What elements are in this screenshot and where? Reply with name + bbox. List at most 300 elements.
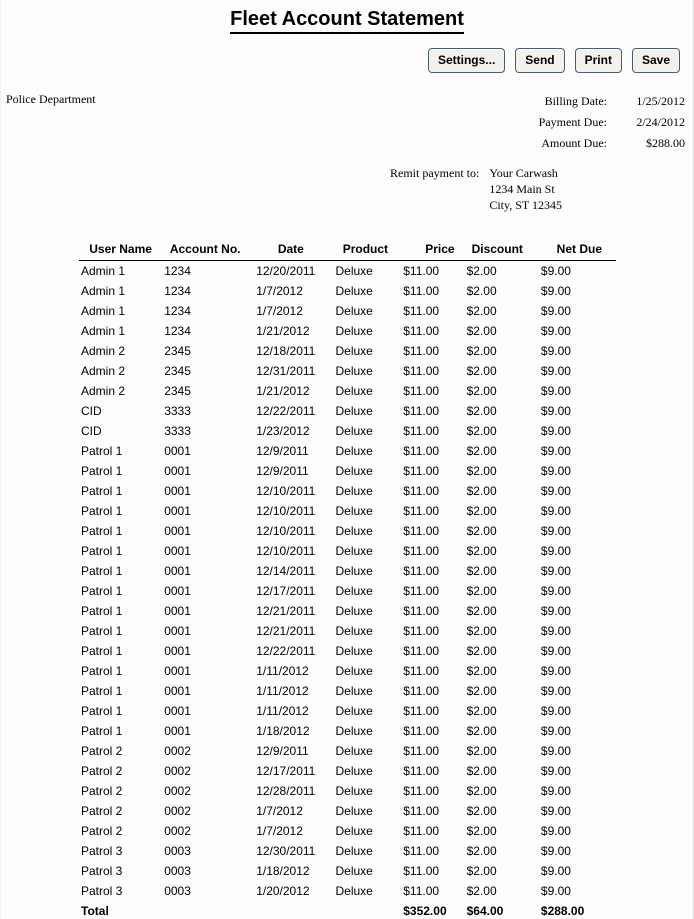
table-row[interactable]: [79, 521, 616, 541]
cell-date: 1/11/2012: [256, 684, 309, 698]
cell-net-due: $9.00: [540, 564, 571, 578]
total-cell-discount: $64.00: [466, 904, 504, 918]
table-row[interactable]: [79, 701, 616, 721]
column-header-user-name[interactable]: User Name: [79, 238, 160, 261]
cell-price: $11.00: [403, 304, 440, 318]
cell-user-name: Patrol 2: [81, 784, 123, 798]
billing-value: 2/24/2012: [636, 115, 685, 129]
cell-net-due: $9.00: [540, 344, 571, 358]
cell-account-no: 0001: [164, 704, 191, 718]
cell-discount: $2.00: [466, 464, 497, 478]
table-row[interactable]: [79, 381, 616, 401]
cell-account-no: 0003: [164, 844, 191, 858]
cell-account-no: 3333: [164, 424, 191, 438]
cell-account-no: 0001: [164, 464, 191, 478]
cell-price: $11.00: [403, 404, 440, 418]
cell-product: Deluxe: [335, 624, 373, 638]
cell-date: 12/22/2011: [256, 404, 316, 418]
table-row[interactable]: [79, 861, 616, 881]
cell-price: $11.00: [403, 424, 440, 438]
table-row[interactable]: [79, 641, 616, 661]
cell-net-due: $9.00: [540, 444, 571, 458]
cell-account-no: 3333: [164, 404, 191, 418]
cell-net-due: $9.00: [540, 384, 571, 398]
cell-account-no: 1234: [164, 264, 191, 278]
cell-user-name: Patrol 1: [81, 644, 123, 658]
cell-price: $11.00: [403, 344, 440, 358]
table-row[interactable]: [79, 781, 616, 801]
print-button[interactable]: Print: [575, 48, 622, 73]
cell-date: 1/18/2012: [256, 724, 310, 738]
cell-date: 12/28/2011: [256, 784, 316, 798]
cell-discount: $2.00: [466, 864, 497, 878]
cell-price: $11.00: [403, 664, 440, 678]
cell-user-name: Patrol 1: [81, 684, 123, 698]
cell-account-no: 1234: [164, 324, 191, 338]
cell-net-due: $9.00: [540, 784, 571, 798]
cell-net-due: $9.00: [540, 304, 571, 318]
table-row[interactable]: [79, 501, 616, 521]
cell-net-due: $9.00: [540, 864, 571, 878]
cell-account-no: 2345: [164, 344, 191, 358]
cell-price: $11.00: [403, 844, 440, 858]
cell-net-due: $9.00: [540, 604, 571, 618]
table-row[interactable]: [79, 821, 616, 841]
cell-net-due: $9.00: [540, 704, 571, 718]
cell-discount: $2.00: [466, 484, 497, 498]
cell-product: Deluxe: [335, 324, 373, 338]
cell-date: 12/21/2011: [256, 604, 316, 618]
column-header-discount[interactable]: Discount: [463, 238, 535, 261]
billing-value: $288.00: [646, 136, 685, 150]
cell-user-name: Admin 1: [81, 264, 126, 278]
cell-discount: $2.00: [466, 824, 497, 838]
cell-user-name: Patrol 1: [81, 544, 123, 558]
cell-price: $11.00: [403, 784, 440, 798]
column-header-price[interactable]: Price: [399, 238, 462, 261]
cell-price: $11.00: [403, 384, 440, 398]
cell-account-no: 1234: [164, 284, 191, 298]
cell-account-no: 0001: [164, 484, 191, 498]
cell-account-no: 0002: [164, 824, 191, 838]
transactions-table: [79, 238, 616, 919]
cell-date: 1/7/2012: [256, 304, 303, 318]
cell-net-due: $9.00: [540, 264, 571, 278]
cell-price: $11.00: [403, 264, 440, 278]
cell-date: 1/23/2012: [256, 424, 310, 438]
cell-price: $11.00: [403, 464, 440, 478]
cell-discount: $2.00: [466, 784, 497, 798]
cell-net-due: $9.00: [540, 884, 571, 898]
table-row[interactable]: [79, 661, 616, 681]
cell-user-name: Admin 1: [81, 324, 126, 338]
cell-discount: $2.00: [466, 424, 497, 438]
cell-product: Deluxe: [335, 384, 373, 398]
remit-address-line: City, ST 12345: [489, 198, 563, 212]
cell-product: Deluxe: [335, 304, 373, 318]
cell-date: 1/21/2012: [256, 324, 310, 338]
cell-product: Deluxe: [335, 264, 373, 278]
cell-discount: $2.00: [466, 584, 497, 598]
cell-product: Deluxe: [335, 504, 373, 518]
cell-product: Deluxe: [335, 544, 373, 558]
cell-account-no: 0001: [164, 584, 191, 598]
total-cell-account-no: [160, 901, 250, 919]
cell-user-name: Patrol 1: [81, 444, 123, 458]
total-cell-net-due: $288.00: [540, 904, 585, 918]
cell-user-name: Patrol 1: [81, 624, 123, 638]
cell-date: 12/21/2011: [256, 624, 316, 638]
cell-discount: $2.00: [466, 444, 497, 458]
cell-user-name: CID: [81, 404, 102, 418]
cell-product: Deluxe: [335, 364, 373, 378]
cell-date: 12/10/2011: [256, 484, 316, 498]
cell-discount: $2.00: [466, 384, 497, 398]
table-row[interactable]: [79, 601, 616, 621]
cell-discount: $2.00: [466, 664, 497, 678]
total-cell-price: $352.00: [403, 904, 447, 918]
cell-net-due: $9.00: [540, 844, 571, 858]
settings-button[interactable]: Settings...: [428, 48, 505, 73]
cell-discount: $2.00: [466, 544, 497, 558]
remit-payment-block: [390, 165, 562, 213]
cell-product: Deluxe: [335, 744, 373, 758]
cell-net-due: $9.00: [540, 504, 571, 518]
cell-price: $11.00: [403, 724, 440, 738]
table-row[interactable]: [79, 801, 616, 821]
cell-date: 1/7/2012: [256, 824, 303, 838]
cell-net-due: $9.00: [540, 804, 571, 818]
cell-date: 1/7/2012: [256, 804, 303, 818]
cell-date: 12/9/2011: [256, 444, 309, 458]
cell-product: Deluxe: [335, 524, 373, 538]
cell-product: Deluxe: [335, 344, 373, 358]
cell-user-name: Patrol 1: [81, 664, 123, 678]
remit-address-line: Your Carwash: [489, 166, 558, 180]
cell-price: $11.00: [403, 444, 440, 458]
cell-user-name: Admin 2: [81, 384, 126, 398]
table-row[interactable]: [79, 561, 616, 581]
cell-price: $11.00: [403, 684, 440, 698]
cell-account-no: 0003: [164, 864, 191, 878]
send-button[interactable]: Send: [515, 48, 564, 73]
table-row[interactable]: [79, 481, 616, 501]
cell-price: $11.00: [403, 564, 440, 578]
cell-product: Deluxe: [335, 864, 373, 878]
cell-user-name: Patrol 2: [81, 764, 123, 778]
cell-net-due: $9.00: [540, 324, 571, 338]
cell-user-name: Patrol 2: [81, 804, 123, 818]
cell-product: Deluxe: [335, 724, 373, 738]
cell-date: 1/11/2012: [256, 664, 309, 678]
cell-user-name: Patrol 3: [81, 884, 123, 898]
cell-account-no: 2345: [164, 384, 191, 398]
cell-price: $11.00: [403, 484, 440, 498]
cell-discount: $2.00: [466, 284, 497, 298]
cell-account-no: 1234: [164, 304, 191, 318]
cell-discount: $2.00: [466, 704, 497, 718]
billing-row: [385, 133, 685, 154]
cell-price: $11.00: [403, 644, 440, 658]
table-row[interactable]: [79, 261, 616, 282]
cell-product: Deluxe: [335, 884, 373, 898]
cell-date: 12/10/2011: [256, 524, 316, 538]
cell-user-name: Admin 2: [81, 364, 126, 378]
total-cell-user-name: Total: [81, 904, 109, 918]
cell-product: Deluxe: [335, 284, 373, 298]
table-row[interactable]: [79, 321, 616, 341]
table-row[interactable]: [79, 421, 616, 441]
cell-discount: $2.00: [466, 744, 497, 758]
remit-address-line: 1234 Main St: [489, 182, 555, 196]
cell-product: Deluxe: [335, 564, 373, 578]
billing-label: Payment Due:: [538, 115, 607, 129]
cell-user-name: Patrol 1: [81, 504, 123, 518]
cell-discount: $2.00: [466, 724, 497, 738]
cell-user-name: Patrol 1: [81, 704, 123, 718]
cell-product: Deluxe: [335, 764, 373, 778]
cell-net-due: $9.00: [540, 524, 571, 538]
cell-discount: $2.00: [466, 524, 497, 538]
cell-user-name: Admin 1: [81, 304, 126, 318]
cell-price: $11.00: [403, 624, 440, 638]
cell-price: $11.00: [403, 504, 440, 518]
cell-product: Deluxe: [335, 684, 373, 698]
cell-account-no: 0001: [164, 564, 191, 578]
cell-date: 12/9/2011: [256, 464, 309, 478]
cell-user-name: Patrol 3: [81, 864, 123, 878]
billing-label: Amount Due:: [541, 136, 607, 150]
cell-date: 12/31/2011: [256, 364, 316, 378]
cell-price: $11.00: [403, 524, 440, 538]
cell-net-due: $9.00: [540, 484, 571, 498]
table-row[interactable]: [79, 681, 616, 701]
cell-price: $11.00: [403, 804, 440, 818]
table-row[interactable]: [79, 881, 616, 901]
cell-price: $11.00: [403, 364, 440, 378]
cell-product: Deluxe: [335, 584, 373, 598]
cell-account-no: 0003: [164, 884, 191, 898]
cell-product: Deluxe: [335, 704, 373, 718]
cell-discount: $2.00: [466, 344, 497, 358]
column-header-net-due[interactable]: Net Due: [535, 238, 616, 261]
cell-discount: $2.00: [466, 304, 497, 318]
cell-net-due: $9.00: [540, 404, 571, 418]
cell-price: $11.00: [403, 864, 440, 878]
cell-net-due: $9.00: [540, 464, 571, 478]
cell-date: 12/22/2011: [256, 644, 316, 658]
cell-date: 1/18/2012: [256, 864, 310, 878]
cell-date: 1/7/2012: [256, 284, 303, 298]
cell-net-due: $9.00: [540, 664, 571, 678]
cell-product: Deluxe: [335, 464, 373, 478]
save-button[interactable]: Save: [632, 48, 680, 73]
cell-date: 12/10/2011: [256, 544, 316, 558]
cell-account-no: 0002: [164, 744, 191, 758]
cell-net-due: $9.00: [540, 424, 571, 438]
table-row[interactable]: [79, 461, 616, 481]
cell-discount: $2.00: [466, 764, 497, 778]
remit-address: [489, 165, 562, 213]
billing-row: [385, 91, 685, 112]
cell-date: 12/9/2011: [256, 744, 309, 758]
cell-product: Deluxe: [335, 644, 373, 658]
cell-account-no: 0001: [164, 604, 191, 618]
cell-price: $11.00: [403, 584, 440, 598]
table-row[interactable]: [79, 581, 616, 601]
table-row[interactable]: [79, 541, 616, 561]
cell-price: $11.00: [403, 324, 440, 338]
cell-discount: $2.00: [466, 684, 497, 698]
cell-price: $11.00: [403, 764, 440, 778]
cell-account-no: 0001: [164, 664, 191, 678]
cell-account-no: 0002: [164, 784, 191, 798]
cell-user-name: Patrol 1: [81, 604, 123, 618]
cell-product: Deluxe: [335, 424, 373, 438]
cell-user-name: Patrol 1: [81, 724, 123, 738]
table-row[interactable]: [79, 301, 616, 321]
cell-discount: $2.00: [466, 404, 497, 418]
cell-discount: $2.00: [466, 644, 497, 658]
cell-product: Deluxe: [335, 664, 373, 678]
table-row[interactable]: [79, 841, 616, 861]
cell-account-no: 0001: [164, 624, 191, 638]
cell-price: $11.00: [403, 284, 440, 298]
cell-price: $11.00: [403, 884, 440, 898]
cell-net-due: $9.00: [540, 644, 571, 658]
cell-user-name: Patrol 1: [81, 484, 123, 498]
cell-date: 12/17/2011: [256, 584, 316, 598]
cell-date: 12/17/2011: [256, 764, 316, 778]
cell-discount: $2.00: [466, 844, 497, 858]
cell-discount: $2.00: [466, 264, 497, 278]
table-row[interactable]: [79, 441, 616, 461]
column-header-account-no[interactable]: Account No.: [160, 238, 250, 261]
cell-discount: $2.00: [466, 624, 497, 638]
cell-date: 12/14/2011: [256, 564, 316, 578]
cell-account-no: 0002: [164, 804, 191, 818]
cell-user-name: CID: [81, 424, 102, 438]
cell-product: Deluxe: [335, 444, 373, 458]
cell-user-name: Admin 2: [81, 344, 126, 358]
cell-net-due: $9.00: [540, 764, 571, 778]
table-total-row: [79, 901, 616, 919]
page-title: Fleet Account Statement: [230, 7, 464, 34]
cell-discount: $2.00: [466, 804, 497, 818]
cell-product: Deluxe: [335, 784, 373, 798]
billing-label: Billing Date:: [544, 94, 607, 108]
cell-price: $11.00: [403, 824, 440, 838]
cell-product: Deluxe: [335, 604, 373, 618]
column-header-product[interactable]: Product: [332, 238, 400, 261]
table-row[interactable]: [79, 721, 616, 741]
cell-date: 12/30/2011: [256, 844, 316, 858]
cell-price: $11.00: [403, 544, 440, 558]
cell-date: 12/18/2011: [256, 344, 316, 358]
cell-net-due: $9.00: [540, 624, 571, 638]
cell-date: 12/20/2011: [256, 264, 316, 278]
cell-user-name: Patrol 1: [81, 524, 123, 538]
transactions-table-container: [79, 238, 616, 919]
cell-product: Deluxe: [335, 844, 373, 858]
billing-row: [385, 112, 685, 133]
cell-user-name: Patrol 1: [81, 584, 123, 598]
cell-net-due: $9.00: [540, 364, 571, 378]
title-container: [1, 0, 693, 34]
cell-discount: $2.00: [466, 324, 497, 338]
cell-date: 1/11/2012: [256, 704, 309, 718]
table-body: [79, 261, 616, 919]
cell-account-no: 0001: [164, 684, 191, 698]
toolbar: [428, 48, 680, 73]
cell-price: $11.00: [403, 744, 440, 758]
cell-net-due: $9.00: [540, 744, 571, 758]
cell-date: 12/10/2011: [256, 504, 316, 518]
table-row[interactable]: [79, 761, 616, 781]
cell-user-name: Patrol 3: [81, 844, 123, 858]
cell-user-name: Admin 1: [81, 284, 126, 298]
cell-account-no: 0001: [164, 444, 191, 458]
cell-account-no: 0001: [164, 644, 191, 658]
cell-price: $11.00: [403, 604, 440, 618]
cell-net-due: $9.00: [540, 284, 571, 298]
table-row[interactable]: [79, 341, 616, 361]
cell-product: Deluxe: [335, 484, 373, 498]
total-cell-product: [332, 901, 400, 919]
cell-discount: $2.00: [466, 564, 497, 578]
column-header-date[interactable]: Date: [250, 238, 331, 261]
table-row[interactable]: [79, 741, 616, 761]
cell-net-due: $9.00: [540, 684, 571, 698]
cell-product: Deluxe: [335, 824, 373, 838]
cell-date: 1/21/2012: [256, 384, 310, 398]
table-header-row: [79, 238, 616, 261]
cell-product: Deluxe: [335, 804, 373, 818]
cell-account-no: 0001: [164, 544, 191, 558]
cell-account-no: 0001: [164, 524, 191, 538]
cell-user-name: Patrol 1: [81, 564, 123, 578]
billing-value: 1/25/2012: [636, 94, 685, 108]
cell-account-no: 0001: [164, 724, 191, 738]
cell-net-due: $9.00: [540, 824, 571, 838]
cell-date: 1/20/2012: [256, 884, 310, 898]
cell-user-name: Patrol 2: [81, 744, 123, 758]
cell-product: Deluxe: [335, 404, 373, 418]
cell-price: $11.00: [403, 704, 440, 718]
table-row[interactable]: [79, 361, 616, 381]
total-cell-date: [250, 901, 331, 919]
cell-account-no: 0001: [164, 504, 191, 518]
cell-user-name: Patrol 1: [81, 464, 123, 478]
table-row[interactable]: [79, 401, 616, 421]
table-row[interactable]: [79, 281, 616, 301]
remit-label: Remit payment to:: [390, 166, 480, 180]
cell-discount: $2.00: [466, 604, 497, 618]
table-row[interactable]: [79, 621, 616, 641]
cell-net-due: $9.00: [540, 724, 571, 738]
cell-account-no: 0002: [164, 764, 191, 778]
cell-discount: $2.00: [466, 884, 497, 898]
cell-discount: $2.00: [466, 364, 497, 378]
cell-discount: $2.00: [466, 504, 497, 518]
cell-account-no: 2345: [164, 364, 191, 378]
table-header: [79, 238, 616, 261]
customer-name: Police Department: [6, 92, 96, 106]
cell-net-due: $9.00: [540, 544, 571, 558]
cell-user-name: Patrol 2: [81, 824, 123, 838]
billing-summary: [385, 91, 685, 154]
cell-net-due: $9.00: [540, 584, 571, 598]
